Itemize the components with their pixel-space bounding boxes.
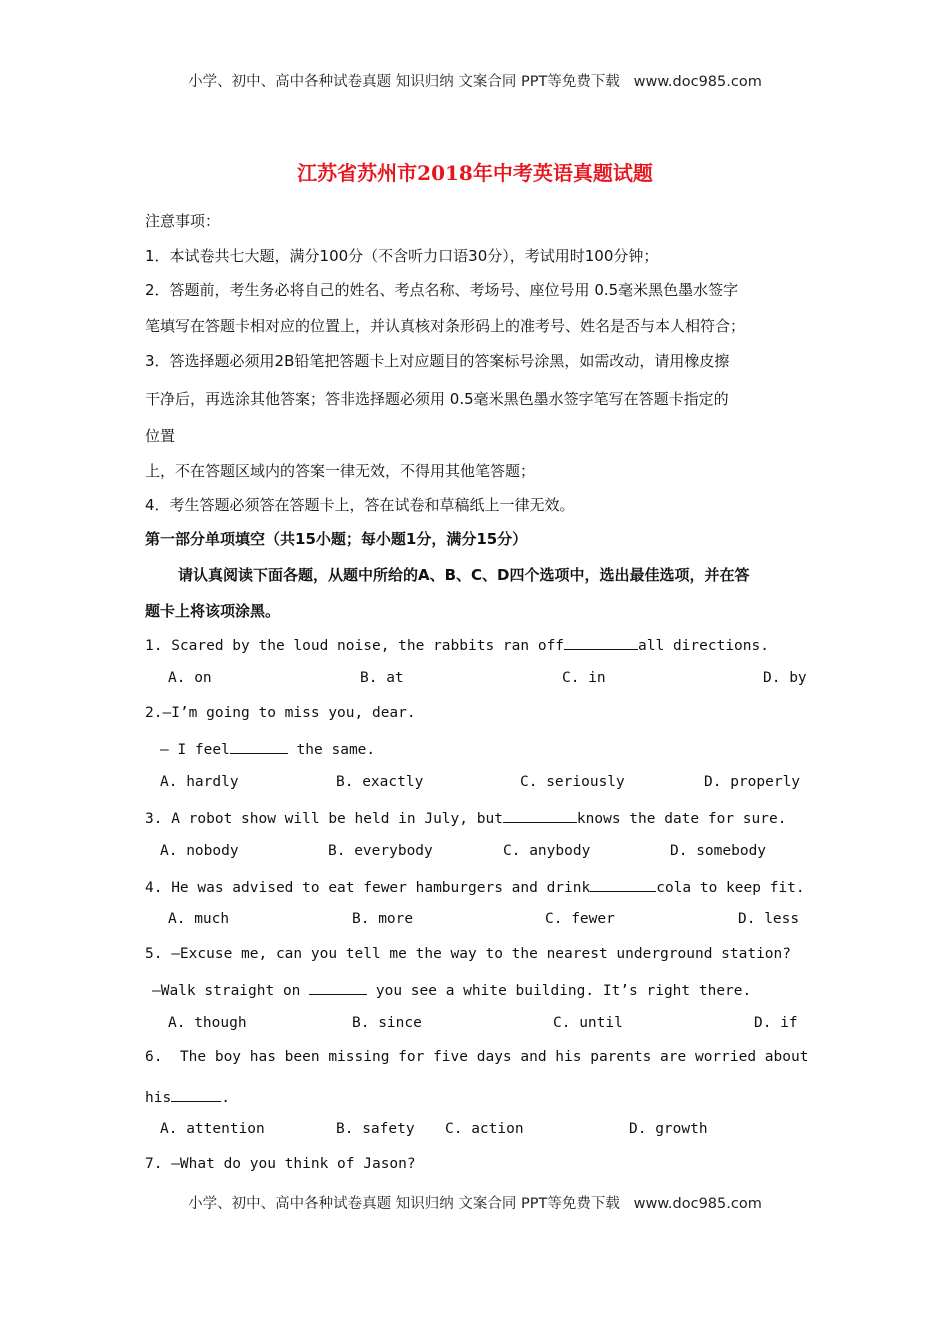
question-5-stem: —Walk straight on you see a white building. It’s right there. xyxy=(152,980,751,999)
header-banner: 小学、初中、高中各种试卷真题 知识归纳 文案合同 PPT等免费下载 www.doc985.com xyxy=(188,74,762,90)
question-5-line-1: 5. —Excuse me, can you tell me the way to the nearest underground station? xyxy=(145,946,792,962)
page-title: 江苏省苏州市2018年中考英语真题试题 xyxy=(297,161,653,185)
notice-heading: 注意事项： xyxy=(145,212,221,230)
q1-option-b: B. at xyxy=(360,670,404,686)
notice-line-4: 3．答选择题必须用2B铅笔把答题卡上对应题目的答案标号涂黑，如需改动，请用橡皮擦 xyxy=(145,352,730,370)
q6-option-c: C. action xyxy=(445,1121,524,1137)
notice-line-5: 干净后，再选涂其他答案；答非选择题必须用 0.5毫米黑色墨水签字笔写在答题卡指定的 xyxy=(145,390,729,408)
q3-option-c: C. anybody xyxy=(503,843,591,859)
answer-blank xyxy=(230,739,288,754)
question-2-line-1: 2.—I’m going to miss you, dear. xyxy=(145,705,416,721)
notice-line-3: 笔填写在答题卡相对应的位置上，并认真核对条形码上的准考号、姓名是否与本人相符合； xyxy=(145,317,746,335)
answer-blank xyxy=(503,808,577,823)
q3-option-b: B. everybody xyxy=(328,843,433,859)
part1-heading: 第一部分单项填空（共15小题；每小题1分，满分15分） xyxy=(145,530,528,548)
q5-option-b: B. since xyxy=(352,1015,422,1031)
notice-line-6: 位置 xyxy=(145,427,176,445)
q3-option-d: D. somebody xyxy=(670,843,767,859)
answer-blank xyxy=(309,980,367,995)
q4-option-c: C. fewer xyxy=(545,911,615,927)
question-6-line-1: 6. The boy has been missing for five days and his parents are worried about xyxy=(145,1049,809,1065)
question-1-stem: 1. Scared by the loud noise, the rabbits ran off all directions. xyxy=(145,635,769,654)
q5-option-d: D. if xyxy=(754,1015,798,1031)
q2-option-d: D. properly xyxy=(704,774,801,790)
q1-option-c: C. in xyxy=(562,670,606,686)
q2-option-c: C. seriously xyxy=(520,774,625,790)
q6-option-b: B. safety xyxy=(336,1121,415,1137)
answer-blank xyxy=(590,877,656,892)
question-4-stem: 4. He was advised to eat fewer hamburgers and drink cola to keep fit. xyxy=(145,877,805,896)
q4-option-b: B. more xyxy=(352,911,414,927)
q3-option-a: A. nobody xyxy=(160,843,239,859)
part1-instruction-2: 题卡上将该项涂黑。 xyxy=(145,602,281,620)
footer-banner: 小学、初中、高中各种试卷真题 知识归纳 文案合同 PPT等免费下载 www.doc985.com xyxy=(188,1196,762,1212)
q5-option-c: C. until xyxy=(553,1015,623,1031)
notice-line-7: 上，不在答题区域内的答案一律无效，不得用其他笔答题； xyxy=(145,462,536,480)
q1-option-d: D. by xyxy=(763,670,807,686)
q4-option-d: D. less xyxy=(738,911,800,927)
q6-option-a: A. attention xyxy=(160,1121,265,1137)
question-6-stem: his . xyxy=(145,1087,230,1106)
answer-blank xyxy=(564,635,638,650)
answer-blank xyxy=(171,1087,221,1102)
q6-option-d: D. growth xyxy=(629,1121,708,1137)
q2-option-a: A. hardly xyxy=(160,774,239,790)
notice-line-1: 1．本试卷共七大题，满分100分（不含听力口语30分），考试用时100分钟； xyxy=(145,247,659,265)
part1-instruction-1: 请认真阅读下面各题，从题中所给的A、B、C、D四个选项中，选出最佳选项，并在答 xyxy=(178,566,750,584)
notice-line-2: 2．答题前，考生务必将自己的姓名、考点名称、考场号、座位号用 0.5毫米黑色墨水签字 xyxy=(145,281,739,299)
question-3-stem: 3. A robot show will be held in July, but knows the date for sure. xyxy=(145,808,786,827)
question-2-stem: — I feel the same. xyxy=(160,739,375,758)
q1-option-a: A. on xyxy=(168,670,212,686)
q4-option-a: A. much xyxy=(168,911,230,927)
q5-option-a: A. though xyxy=(168,1015,247,1031)
q2-option-b: B. exactly xyxy=(336,774,424,790)
notice-line-8: 4．考生答题必须答在答题卡上，答在试卷和草稿纸上一律无效。 xyxy=(145,496,575,514)
question-7-line-1: 7. —What do you think of Jason? xyxy=(145,1156,416,1172)
